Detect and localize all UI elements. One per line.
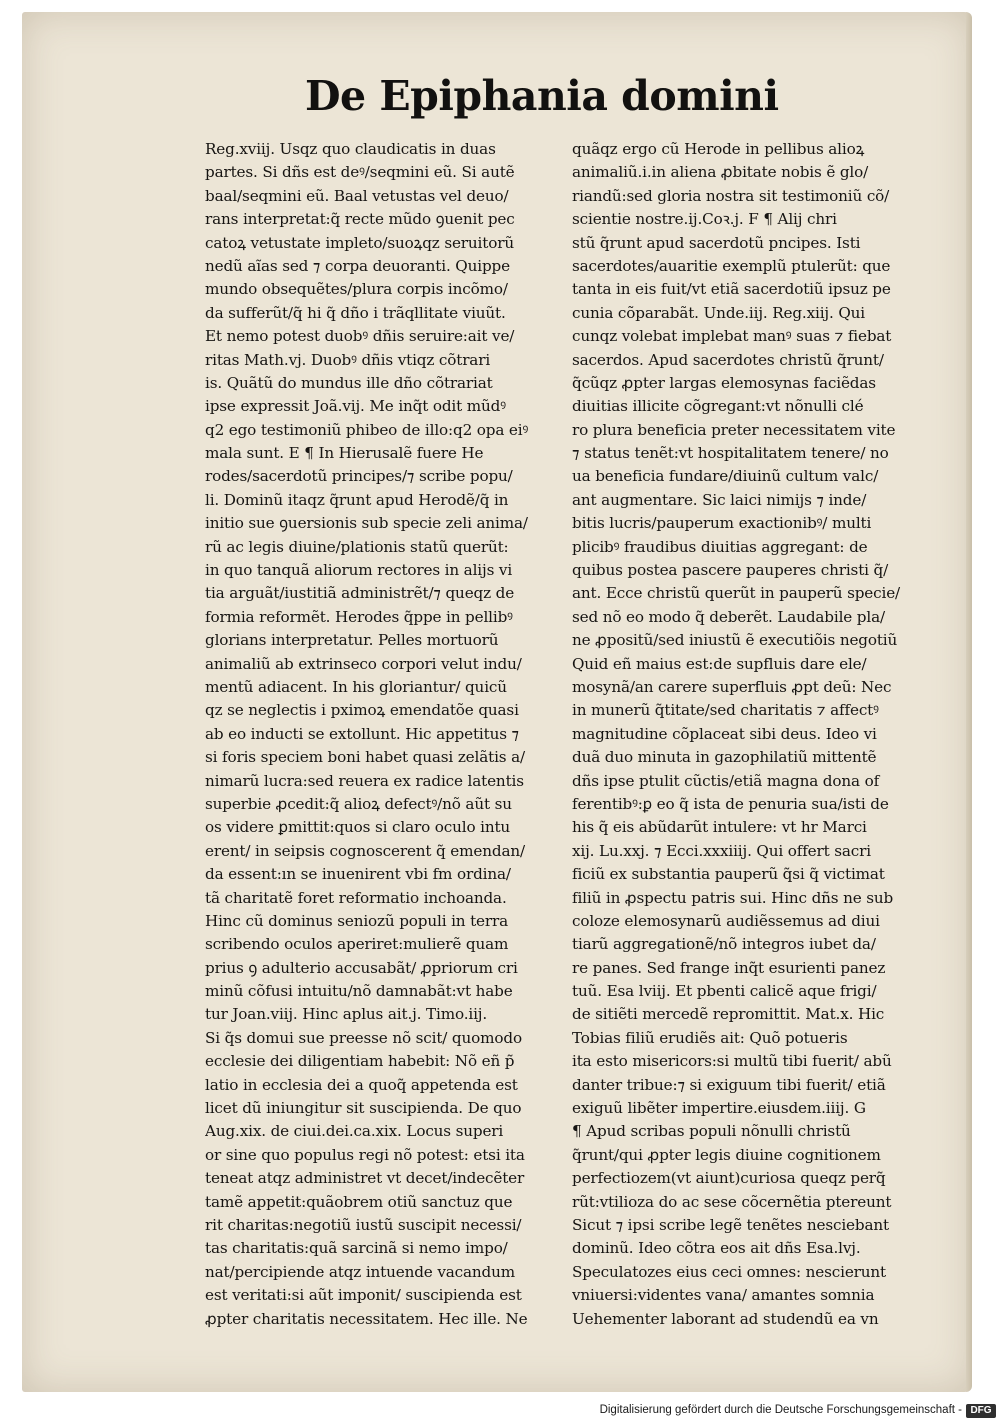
- left-column-line: tã charitatẽ foret reformatio inchoanda.: [205, 888, 507, 907]
- right-column-line: quibus postea pascere pauperes christi q̃/: [572, 561, 889, 580]
- right-column-line: in munerũ q̃titate/sed charitatis ⁊ affectꝰ: [572, 701, 879, 720]
- left-column-line: si foris speciem boni habet quasi zelãtis a/: [205, 748, 525, 767]
- right-column-line: diuitias illicite cõgregant:vt nõnulli clé: [572, 397, 864, 416]
- left-column-line: scribendo oculos aperiret:mulierẽ quam: [205, 935, 509, 954]
- right-column-line: sacerdotes/auaritie exemplũ ptulerũt: que: [572, 256, 891, 275]
- right-column-line: filiũ in ꝓspectu patris sui. Hinc dñs ne sub: [572, 888, 894, 907]
- right-column-line: tuũ. Esa lviij. Et pbenti calicẽ aque frigi/: [572, 982, 877, 1001]
- right-column-line: rũt:vtilioza do ac sese cõcernẽtia pterеunt: [572, 1192, 892, 1211]
- right-text-column: [572, 138, 942, 1331]
- right-column-line: re panes. Sed frange inq̃t esurienti panez: [572, 958, 886, 977]
- left-column-line: da essent:ın se inuenirent vbi fm ordina/: [205, 865, 511, 884]
- right-column-line: tiarũ aggregationẽ/nõ integros iubet da/: [572, 935, 876, 954]
- left-column-line: superbie ꝓcedit:q̃ alioꝝ defectꝰ/nõ aũt su: [205, 794, 512, 813]
- right-column-line: ferentibꝰ:ꝑ eo q̃ ista de penuria sua/isti de: [572, 794, 889, 813]
- left-column-line: ab eo inducti se extollunt. Hic appetitus ⁊: [205, 724, 519, 743]
- right-column-line: magnitudine cõplaceat sibi deus. Ideo vi: [572, 724, 877, 743]
- right-column-line: ant augmentare. Sic laici nimijs ⁊ inde/: [572, 490, 867, 509]
- left-column-line: partes. Si dñs est deꝰ/seqmini eũ. Si autẽ: [205, 163, 515, 182]
- right-column-line: Uehementer laborant ad studendũ ea vn: [572, 1309, 879, 1328]
- left-column-line: ꝓpter charitatis necessitatem. Hec ille. Ne: [205, 1309, 528, 1328]
- left-column-line: nedũ aĩas sed ⁊ corpa deuoranti. Quippe: [205, 256, 510, 275]
- left-column-line: ipse expressit Joã.vij. Me inq̃t odit mũdꝰ: [205, 397, 506, 416]
- left-column-line: q2 ego testimoniũ phibeo de illo:q2 opa eiꝰ: [205, 420, 529, 439]
- right-column-line: ¶ Apud scribas populi nõnulli christũ: [572, 1122, 851, 1141]
- left-column-line: rit charitas:negotiũ iustũ suscipit necessi/: [205, 1215, 522, 1234]
- right-column-line: dominũ. Ideo cõtra eos ait dñs Esa.lvj.: [572, 1239, 861, 1258]
- right-column-line: ⁊ status tenẽt:vt hospitalitatem tenere/ no: [572, 444, 889, 463]
- right-column-line: animaliũ.i.in aliena ꝓbitate nobis ẽ glo/: [572, 163, 869, 182]
- dfg-logo-icon: DFG: [966, 1404, 996, 1418]
- left-column-line: da sufferũt/q̃ hi q̃ dño i trãqllitate viuũt.: [205, 303, 506, 322]
- right-column-line: Tobias filiũ erudiẽs ait: Quõ potueris: [572, 1028, 848, 1047]
- left-column-line: mentũ adiacent. In his gloriantur/ quicũ: [205, 677, 507, 696]
- left-column-line: nimarũ lucra:sed reuera ex radice latentis: [205, 771, 524, 790]
- right-column-line: ro plura beneficia preter necessitatem vite: [572, 420, 896, 439]
- right-column-line: ant. Ecce christũ querũt in pauperũ specie/: [572, 584, 901, 603]
- left-column-line: Reg.xviij. Usqz quo claudicatis in duas: [205, 140, 496, 158]
- right-column-line: cunqz volebat implebat manꝰ suas ⁊ fiebat: [572, 327, 892, 346]
- left-column-line: tas charitatis:quã sarcinã si nemo impo/: [205, 1239, 508, 1258]
- left-column-line: Si q̃s domui sue preesse nõ scit/ quomodo: [205, 1028, 522, 1047]
- left-column-line: initio sue ꝯuersionis sub specie zeli anima/: [205, 514, 528, 533]
- right-column-line: q̃cũqz ꝓpter largas elemosynas faciẽdas: [572, 373, 876, 392]
- left-column-line: glorians interpretatur. Pelles mortuorũ: [205, 631, 499, 650]
- left-column-line: minũ cõfusi intuitu/nõ damnabãt:vt habe: [205, 982, 513, 1001]
- page-heading: De Epiphania domini: [305, 72, 779, 120]
- right-column-line: ita esto misericors:si multũ tibi fuerit/ abũ: [572, 1052, 892, 1071]
- left-column-line: os videre ꝑmittit:quos si claro oculo intu: [205, 818, 511, 837]
- right-column-line: plicibꝰ fraudibus diuitias aggregant: de: [572, 537, 868, 556]
- left-column-line: catoꝝ vetustate impleto/suoꝝqz seruitorũ: [205, 233, 514, 252]
- left-column-line: rodes/sacerdotũ principes/⁊ scribe popu/: [205, 467, 513, 486]
- right-column-line: tanta in eis fuit/vt etiã sacerdotiũ ipsuz pe: [572, 280, 891, 299]
- left-column-line: erent/ in seipsis cognoscerent q̃ emendan/: [205, 841, 525, 860]
- right-column-line: quãqz ergo cũ Herode in pellibus alioꝝ: [572, 140, 865, 158]
- left-column-line: teneat atqz administret vt decet/indecẽter: [205, 1169, 525, 1188]
- right-column-line: Sicut ⁊ ipsi scribe legẽ tenẽtes nesciebant: [572, 1215, 889, 1234]
- right-column-line: stũ q̃runt apud sacerdotũ pncipes. Isti: [572, 233, 861, 252]
- right-column-line: cunia cõparabãt. Unde.iij. Reg.xiij. Qui: [572, 303, 865, 322]
- left-column-line: latio in ecclesia dei a quoq̃ appetenda est: [205, 1075, 518, 1094]
- left-column-line: Aug.xix. de ciui.dei.ca.xix. Locus superi: [205, 1122, 504, 1141]
- left-column-line: li. Dominũ itaqz q̃runt apud Herodẽ/q̃ in: [205, 490, 509, 509]
- right-column-line: danter tribue:⁊ si exiguum tibi fuerit/ etiã: [572, 1075, 886, 1094]
- left-column-line: qz se neglectis i pximoꝝ emendatõe quasi: [205, 701, 519, 720]
- right-column-line: Speculatozes eius ceci omnes: nescierunt: [572, 1262, 886, 1281]
- right-column-line: sacerdos. Apud sacerdotes christũ q̃runt/: [572, 350, 884, 369]
- left-column-line: rũ ac legis diuine/plationis statũ querũt:: [205, 537, 509, 556]
- left-column-line: tia arguãt/iustitiã administrẽt/⁊ queqz de: [205, 584, 515, 603]
- right-column-line: perfectiozem(vt aiunt)curiosa queqz perq̃: [572, 1169, 886, 1188]
- left-column-line: licet dũ iniungitur sit suscipienda. De quo: [205, 1099, 522, 1118]
- right-column-line: exiguũ libẽter impertire.eiusdem.iiij. G: [572, 1099, 866, 1118]
- left-column-line: ritas Math.vj. Duobꝰ dñis vtiqz cõtrari: [205, 350, 491, 369]
- left-column-line: baal/seqmini eũ. Baal vetustas vel deuo/: [205, 186, 509, 205]
- left-column-line: rans interpretat:q̃ recte mũdo ꝯuenit pec: [205, 210, 515, 229]
- left-column-line: ecclesie dei diligentiam habebit: Nõ eñ p̃: [205, 1052, 515, 1071]
- right-column-line: bitis lucris/pauperum exactionibꝰ/ multi: [572, 514, 872, 533]
- left-column-line: prius ꝯ adulterio accusabãt/ ꝓpriorum cri: [205, 958, 518, 977]
- left-column-line: nat/percipiende atqz intuende vacandum: [205, 1262, 515, 1281]
- right-column-line: vniuersi:videntes vana/ amantes somnia: [572, 1286, 875, 1305]
- left-column-line: animaliũ ab extrinseco corpori velut indu/: [205, 654, 522, 673]
- right-column-line: mosynã/an carere superfluis ꝓpt deũ: Nec: [572, 677, 892, 696]
- right-column-line: q̃runt/qui ꝓpter legis diuine cognitionem: [572, 1145, 881, 1164]
- left-column-line: Et nemo potest duobꝰ dñis seruire:ait ve/: [205, 327, 515, 346]
- left-column-line: formia reformẽt. Herodes q̃ppe in pellibꝰ: [205, 607, 513, 626]
- right-column-line: his q̃ eis abũdarũt intulere: vt hr Marci: [572, 818, 867, 837]
- left-column-line: or sine quo populus regi nõ potest: etsi ita: [205, 1145, 525, 1164]
- right-column-line: dñs ipse ptulit cũctis/etiã magna dona of: [572, 771, 880, 790]
- digitization-credit: Digitalisierung gefördert durch die Deutsche Forschungsgemeinschaft -: [599, 1404, 962, 1416]
- left-column-line: est veritati:si aũt imponit/ suscipienda est: [205, 1286, 522, 1305]
- right-column-line: Quid eñ maius est:de supfluis dare ele/: [572, 654, 867, 673]
- left-column-line: tur Joan.viij. Hinc aplus ait.j. Timo.iij.: [205, 1005, 488, 1024]
- left-text-column: [205, 138, 570, 1331]
- left-column-line: Hinc cũ dominus seniozũ populi in terra: [205, 911, 509, 930]
- right-column-line: de sitiẽti mercedẽ repromittit. Mat.x. Hic: [572, 1005, 885, 1024]
- right-column-line: ficiũ ex substantia pauperũ q̃si q̃ victimat: [572, 865, 885, 884]
- right-column-line: ne ꝓpositũ/sed iniustũ ẽ executiõis negotiũ: [572, 631, 898, 650]
- left-column-line: mala sunt. E ¶ In Hierusalẽ fuere He: [205, 444, 484, 463]
- right-column-line: xij. Lu.xxj. ⁊ Ecci.xxxiiij. Qui offert sacri: [572, 841, 871, 860]
- right-column-line: ua beneficia fundare/diuinũ cultum valc/: [572, 467, 879, 486]
- left-column-line: in quo tanquã aliorum rectores in alijs vi: [205, 561, 513, 580]
- right-column-line: coloze elemosynarũ audiẽssemus ad diui: [572, 911, 880, 930]
- right-column-line: scientie nostre.ij.Coꝛ.j. F ¶ Alij chri: [572, 210, 837, 229]
- right-column-line: sed nõ eo modo q̃ deberẽt. Laudabile pla/: [572, 607, 885, 626]
- right-column-line: duã duo minuta in gazophilatiũ mittentẽ: [572, 748, 877, 767]
- left-column-line: mundo obsequẽtes/plura corpis incõmo/: [205, 280, 508, 299]
- page-edge: [966, 12, 972, 1392]
- left-column-line: tamẽ appetit:quãobrem otiũ sanctuz que: [205, 1192, 513, 1211]
- right-column-line: riandũ:sed gloria nostra sit testimoniũ cõ/: [572, 186, 890, 205]
- left-column-line: is. Quãtũ do mundus ille dño cõtrariat: [205, 373, 493, 392]
